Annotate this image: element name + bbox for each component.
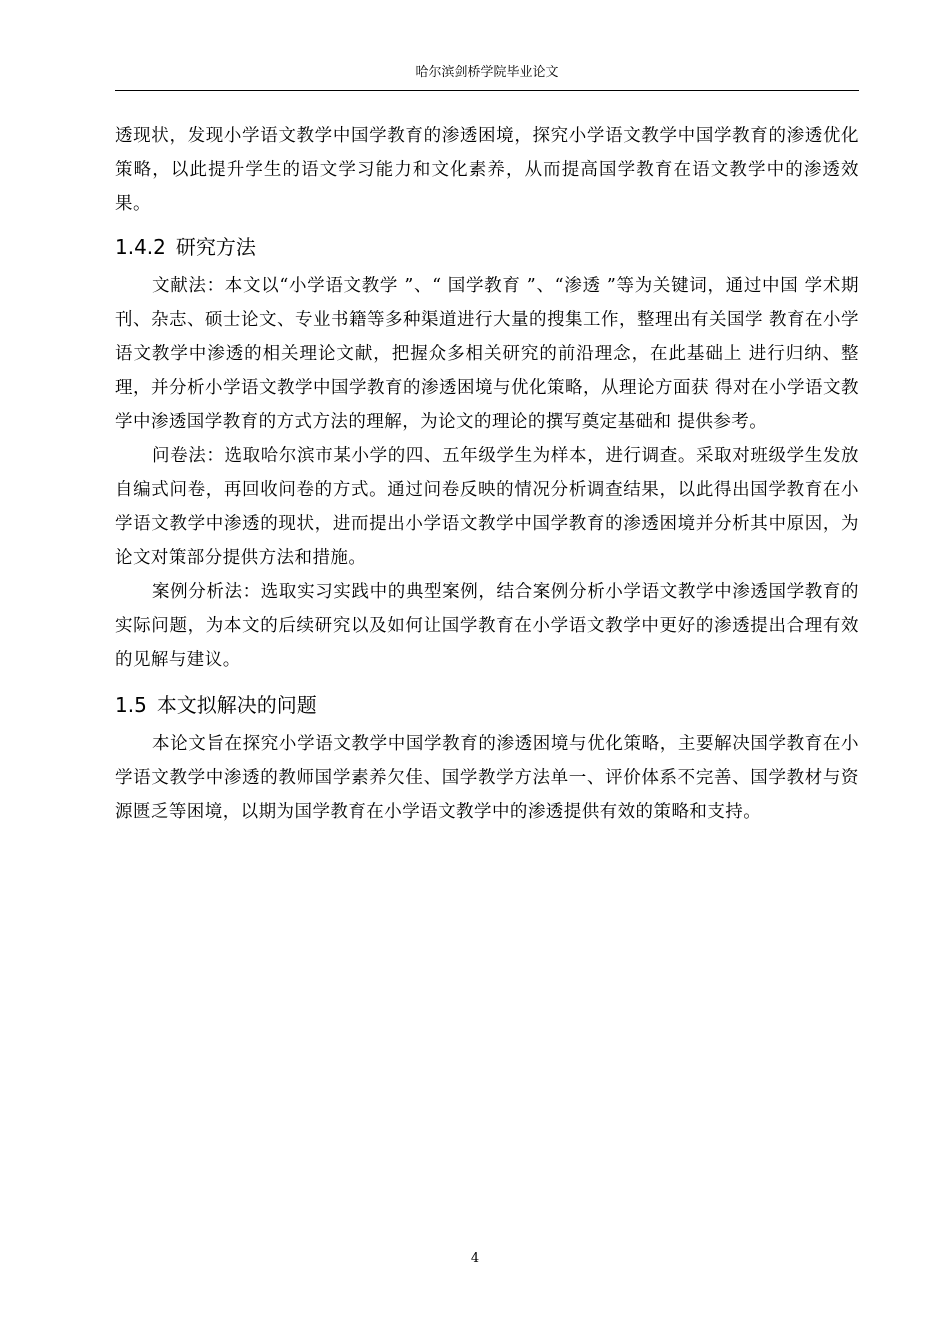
intro-paragraph: 透现状，发现小学语文教学中国学教育的渗透困境，探究小学语文教学中国学教育的渗透优化策略，以此提升学生的语文学习能力和文化素养，从而提高国学教育在语文教学中的渗透效果。: [115, 126, 859, 214]
section-heading-1-5: [115, 683, 859, 727]
problems-paragraph: 本论文旨在探究小学语文教学中国学教育的渗透困境与优化策略，主要解决国学教育在小学语文教学中渗透的教师国学素养欠佳、国学教学方法单一、评价体系不完善、国学教材与资源匮乏等困境，以期为国学教育在小学语文教学中的渗透提供有效的策略和支持。: [115, 734, 859, 822]
section-number: 1.4.2: [115, 235, 166, 259]
case-analysis-method-paragraph: 案例分析法：选取实习实践中的典型案例，结合案例分析小学语文教学中渗透国学教育的实际问题，为本文的后续研究以及如何让国学教育在小学语文教学中更好的渗透提出合理有效的见解与建议。: [115, 582, 859, 670]
section-heading-1-4-2: [115, 225, 859, 269]
questionnaire-method-paragraph: 问卷法：选取哈尔滨市某小学的四、五年级学生为样本，进行调查。采取对班级学生发放自编式问卷，再回收问卷的方式。通过问卷反映的情况分析调查结果，以此得出国学教育在小学语文教学中渗透的现状，进而提出小学语文教学中国学教育的渗透困境并分析其中原因，为论文对策部分提供方法和措施。: [115, 446, 859, 568]
section-title: 研究方法: [175, 235, 256, 259]
section-number: 1.5: [115, 693, 147, 717]
page-header: [115, 0, 859, 91]
section-title: 本文拟解决的问题: [156, 693, 317, 717]
header-title: 哈尔滨剑桥学院毕业论文: [415, 65, 559, 80]
document-body: [115, 119, 859, 829]
literature-method-paragraph: 文献法：本文以“小学语文教学 ”、“ 国学教育 ”、“渗透 ”等为关键词，通过中国 学术期刊、杂志、硕士论文、专业书籍等多种渠道进行大量的搜集工作，整理出有关国学 教育在小学语文教学中渗透的相关理论文献，把握众多相关研究的前沿理念，在此基础上 进行归纳、整理，并分析小学语文教学中国学教育的渗透困境与优化策略，从理论方面获 得对在小学语文教学中渗透国学教育的方式方法的理解，为论文的理论的撰写奠定基础和 提供参考。: [115, 276, 859, 432]
page-number: 4: [470, 1251, 480, 1266]
